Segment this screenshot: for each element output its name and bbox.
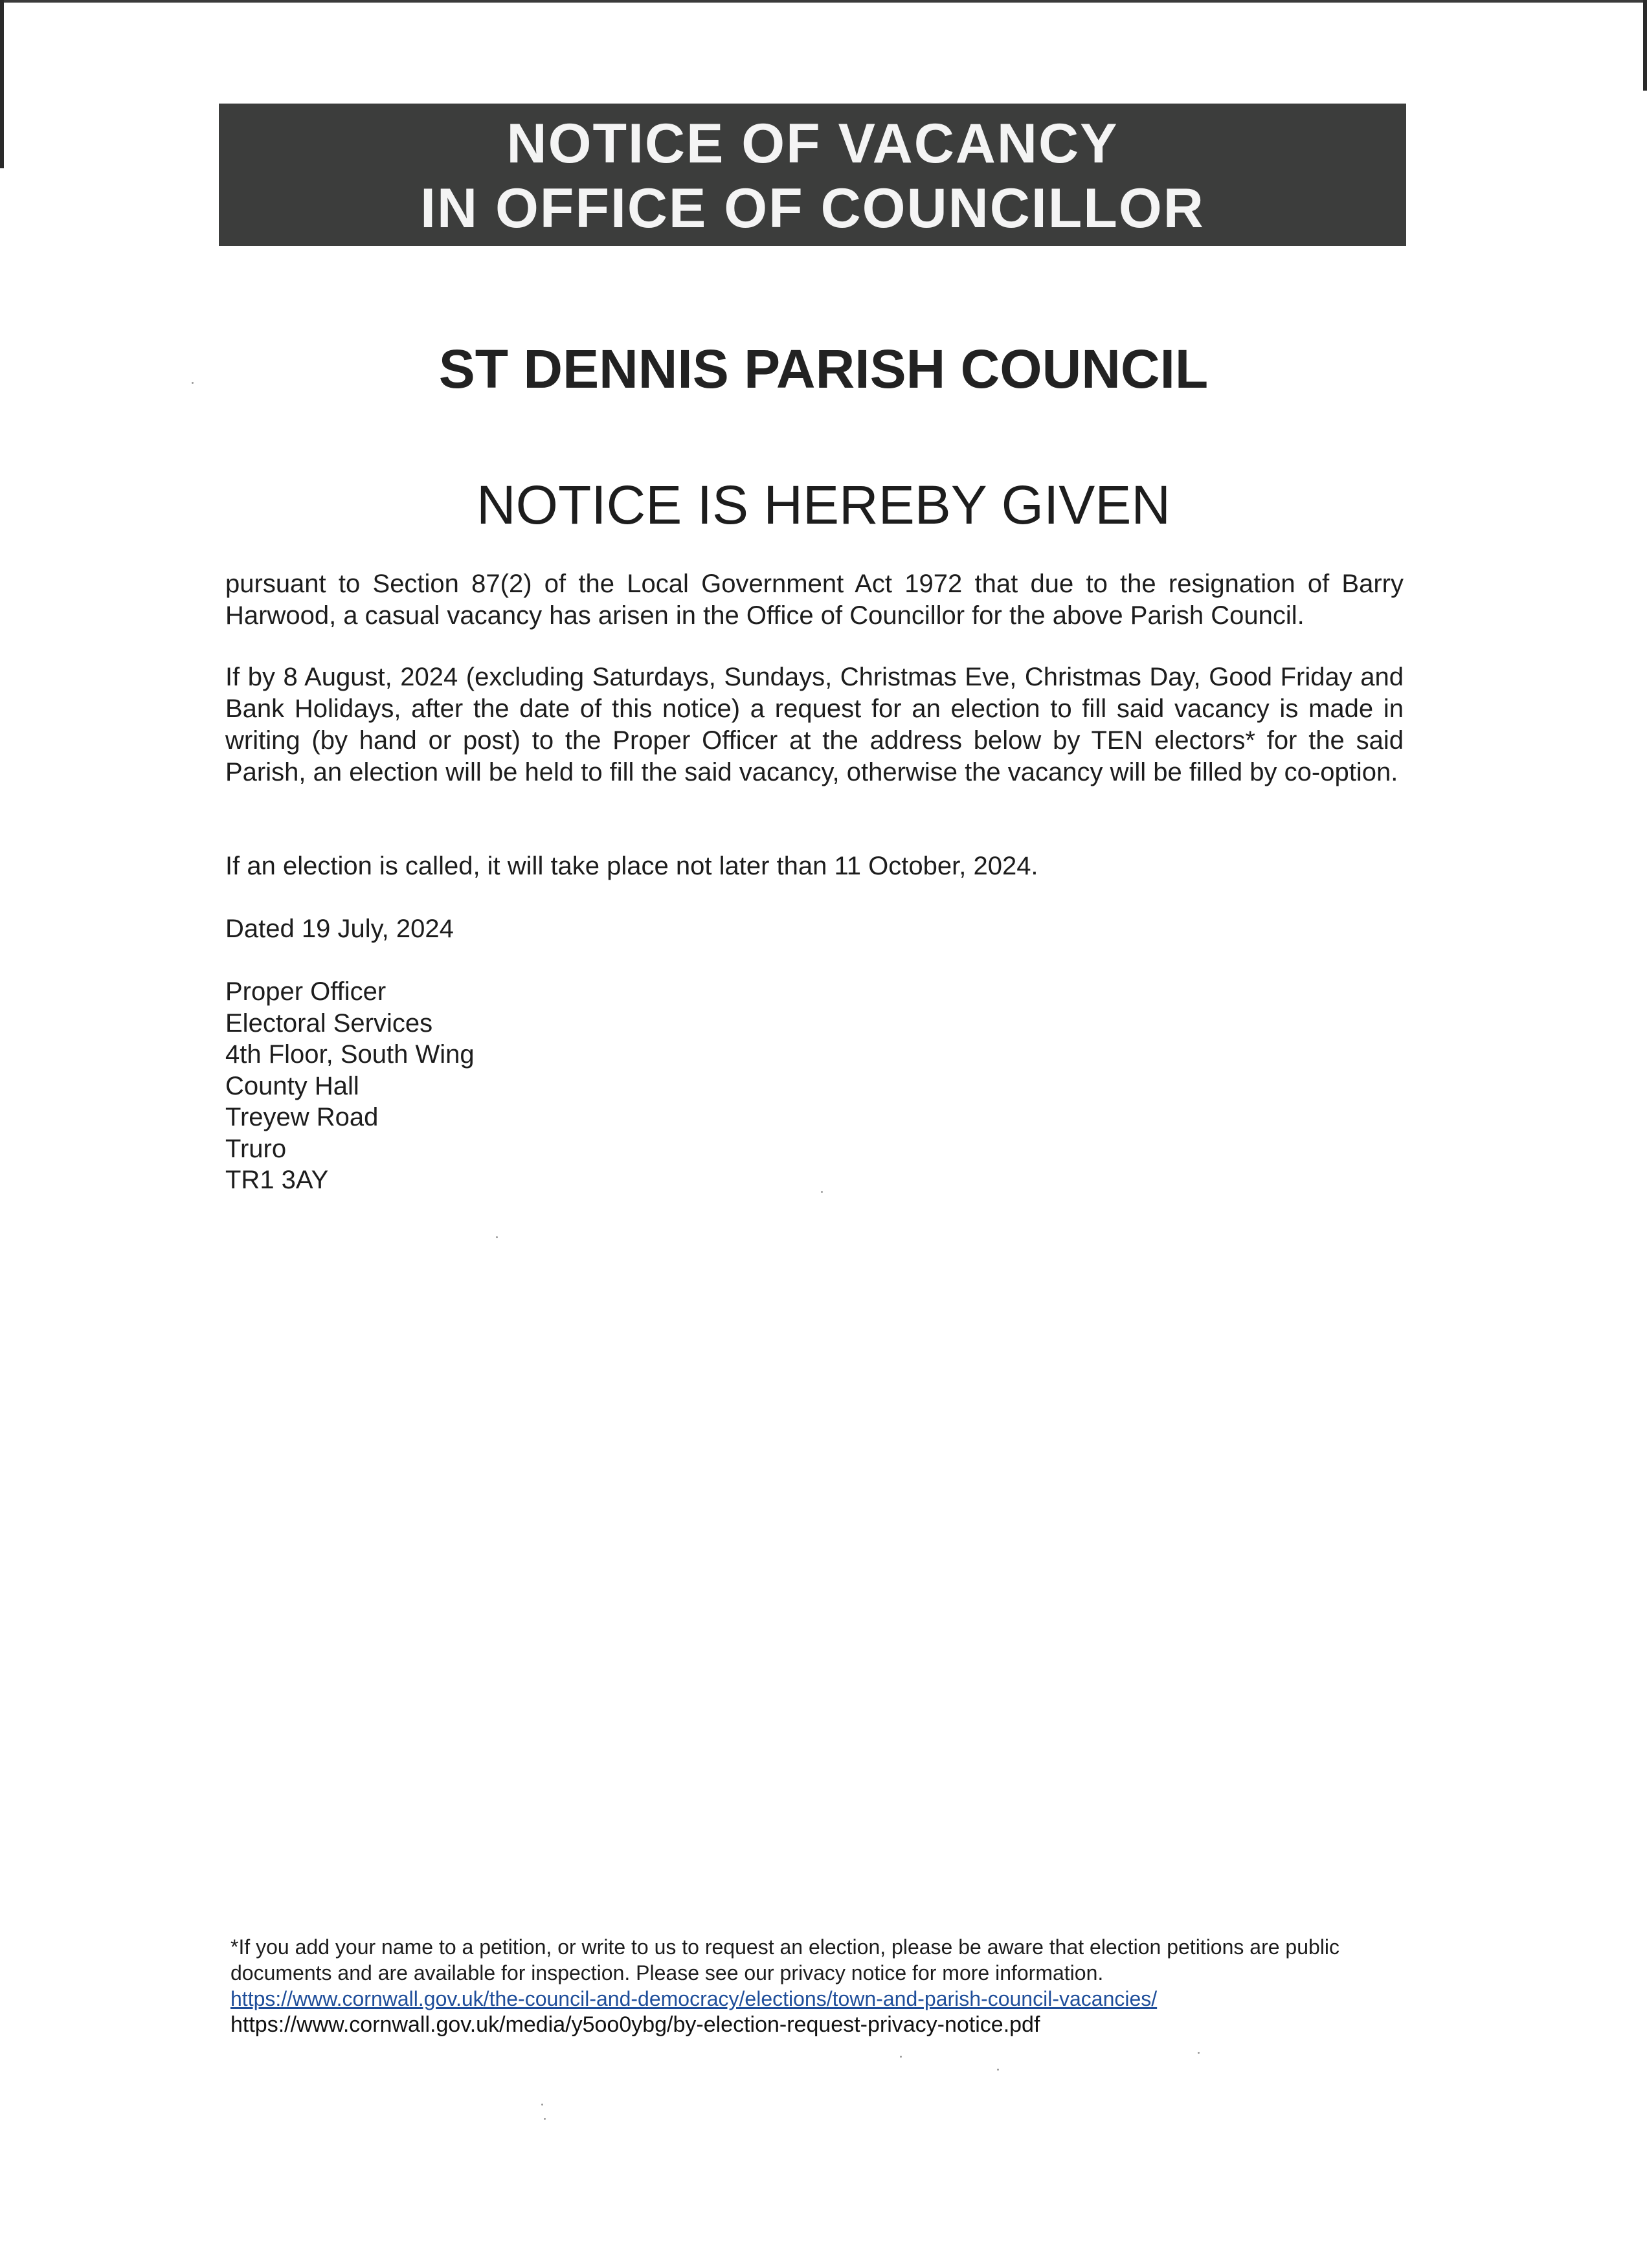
vacancy-banner (219, 104, 1406, 246)
privacy-notice-url: https://www.cornwall.gov.uk/media/y5oo0ybg/by-election-request-privacy-notice.pdf (230, 2012, 1040, 2037)
address-line: TR1 3AY (225, 1166, 329, 1194)
paragraph-election-request: If by 8 August, 2024 (excluding Saturdays, Sundays, Christmas Eve, Christmas Day, Good Friday and Bank Holidays, after the date of this notice) a request for an election to fill said vacancy is made in writing (by hand or post) to the Proper Officer at the address below by TEN electors* for the said Parish, an election will be held to fill the said vacancy, otherwise the vacancy will be filled by co-option. (225, 663, 1404, 786)
paragraph-section-87: pursuant to Section 87(2) of the Local Government Act 1972 that due to the resignation of Barry Harwood, a casual vacancy has arisen in the Office of Councillor for the above Parish Council. (225, 570, 1404, 630)
address-line: 4th Floor, South Wing (225, 1040, 475, 1069)
privacy-footnote (230, 1934, 1415, 2038)
paragraph-dated: Dated 19 July, 2024 (225, 915, 454, 943)
address-line: County Hall (225, 1071, 359, 1100)
scan-speck (544, 2118, 546, 2120)
scan-speck (496, 1236, 498, 1238)
address-line: Treyew Road (225, 1103, 379, 1131)
address-line: Proper Officer (225, 977, 387, 1006)
officer-address (225, 976, 475, 1196)
scan-speck (192, 382, 194, 384)
scan-speck (997, 2069, 999, 2071)
footnote-text: *If you add your name to a petition, or write to us to request an election, please be aware that election petitions are public documents and are available for inspection. Please see our privacy notice for more information. (230, 1935, 1340, 1984)
scan-speck (541, 2104, 543, 2106)
banner-line-2: IN OFFICE OF COUNCILLOR (420, 177, 1205, 239)
scan-edge-top (0, 0, 1647, 3)
paragraph-election-date: If an election is called, it will take place not later than 11 October, 2024. (225, 852, 1038, 880)
scan-speck (900, 2056, 902, 2058)
banner-line-1: NOTICE OF VACANCY (506, 113, 1119, 175)
scan-speck (1198, 2052, 1200, 2054)
council-name: ST DENNIS PARISH COUNCIL (438, 339, 1209, 399)
address-line: Truro (225, 1134, 287, 1163)
scan-edge-left (0, 0, 4, 168)
scan-edge-right (1643, 0, 1647, 91)
vacancies-link[interactable]: https://www.cornwall.gov.uk/the-council-and-democracy/elections/town-and-parish-council-vacancies/ (230, 1987, 1158, 2010)
address-line: Electoral Services (225, 1008, 433, 1038)
scan-speck (821, 1191, 823, 1193)
notice-heading: NOTICE IS HEREBY GIVEN (476, 474, 1171, 535)
